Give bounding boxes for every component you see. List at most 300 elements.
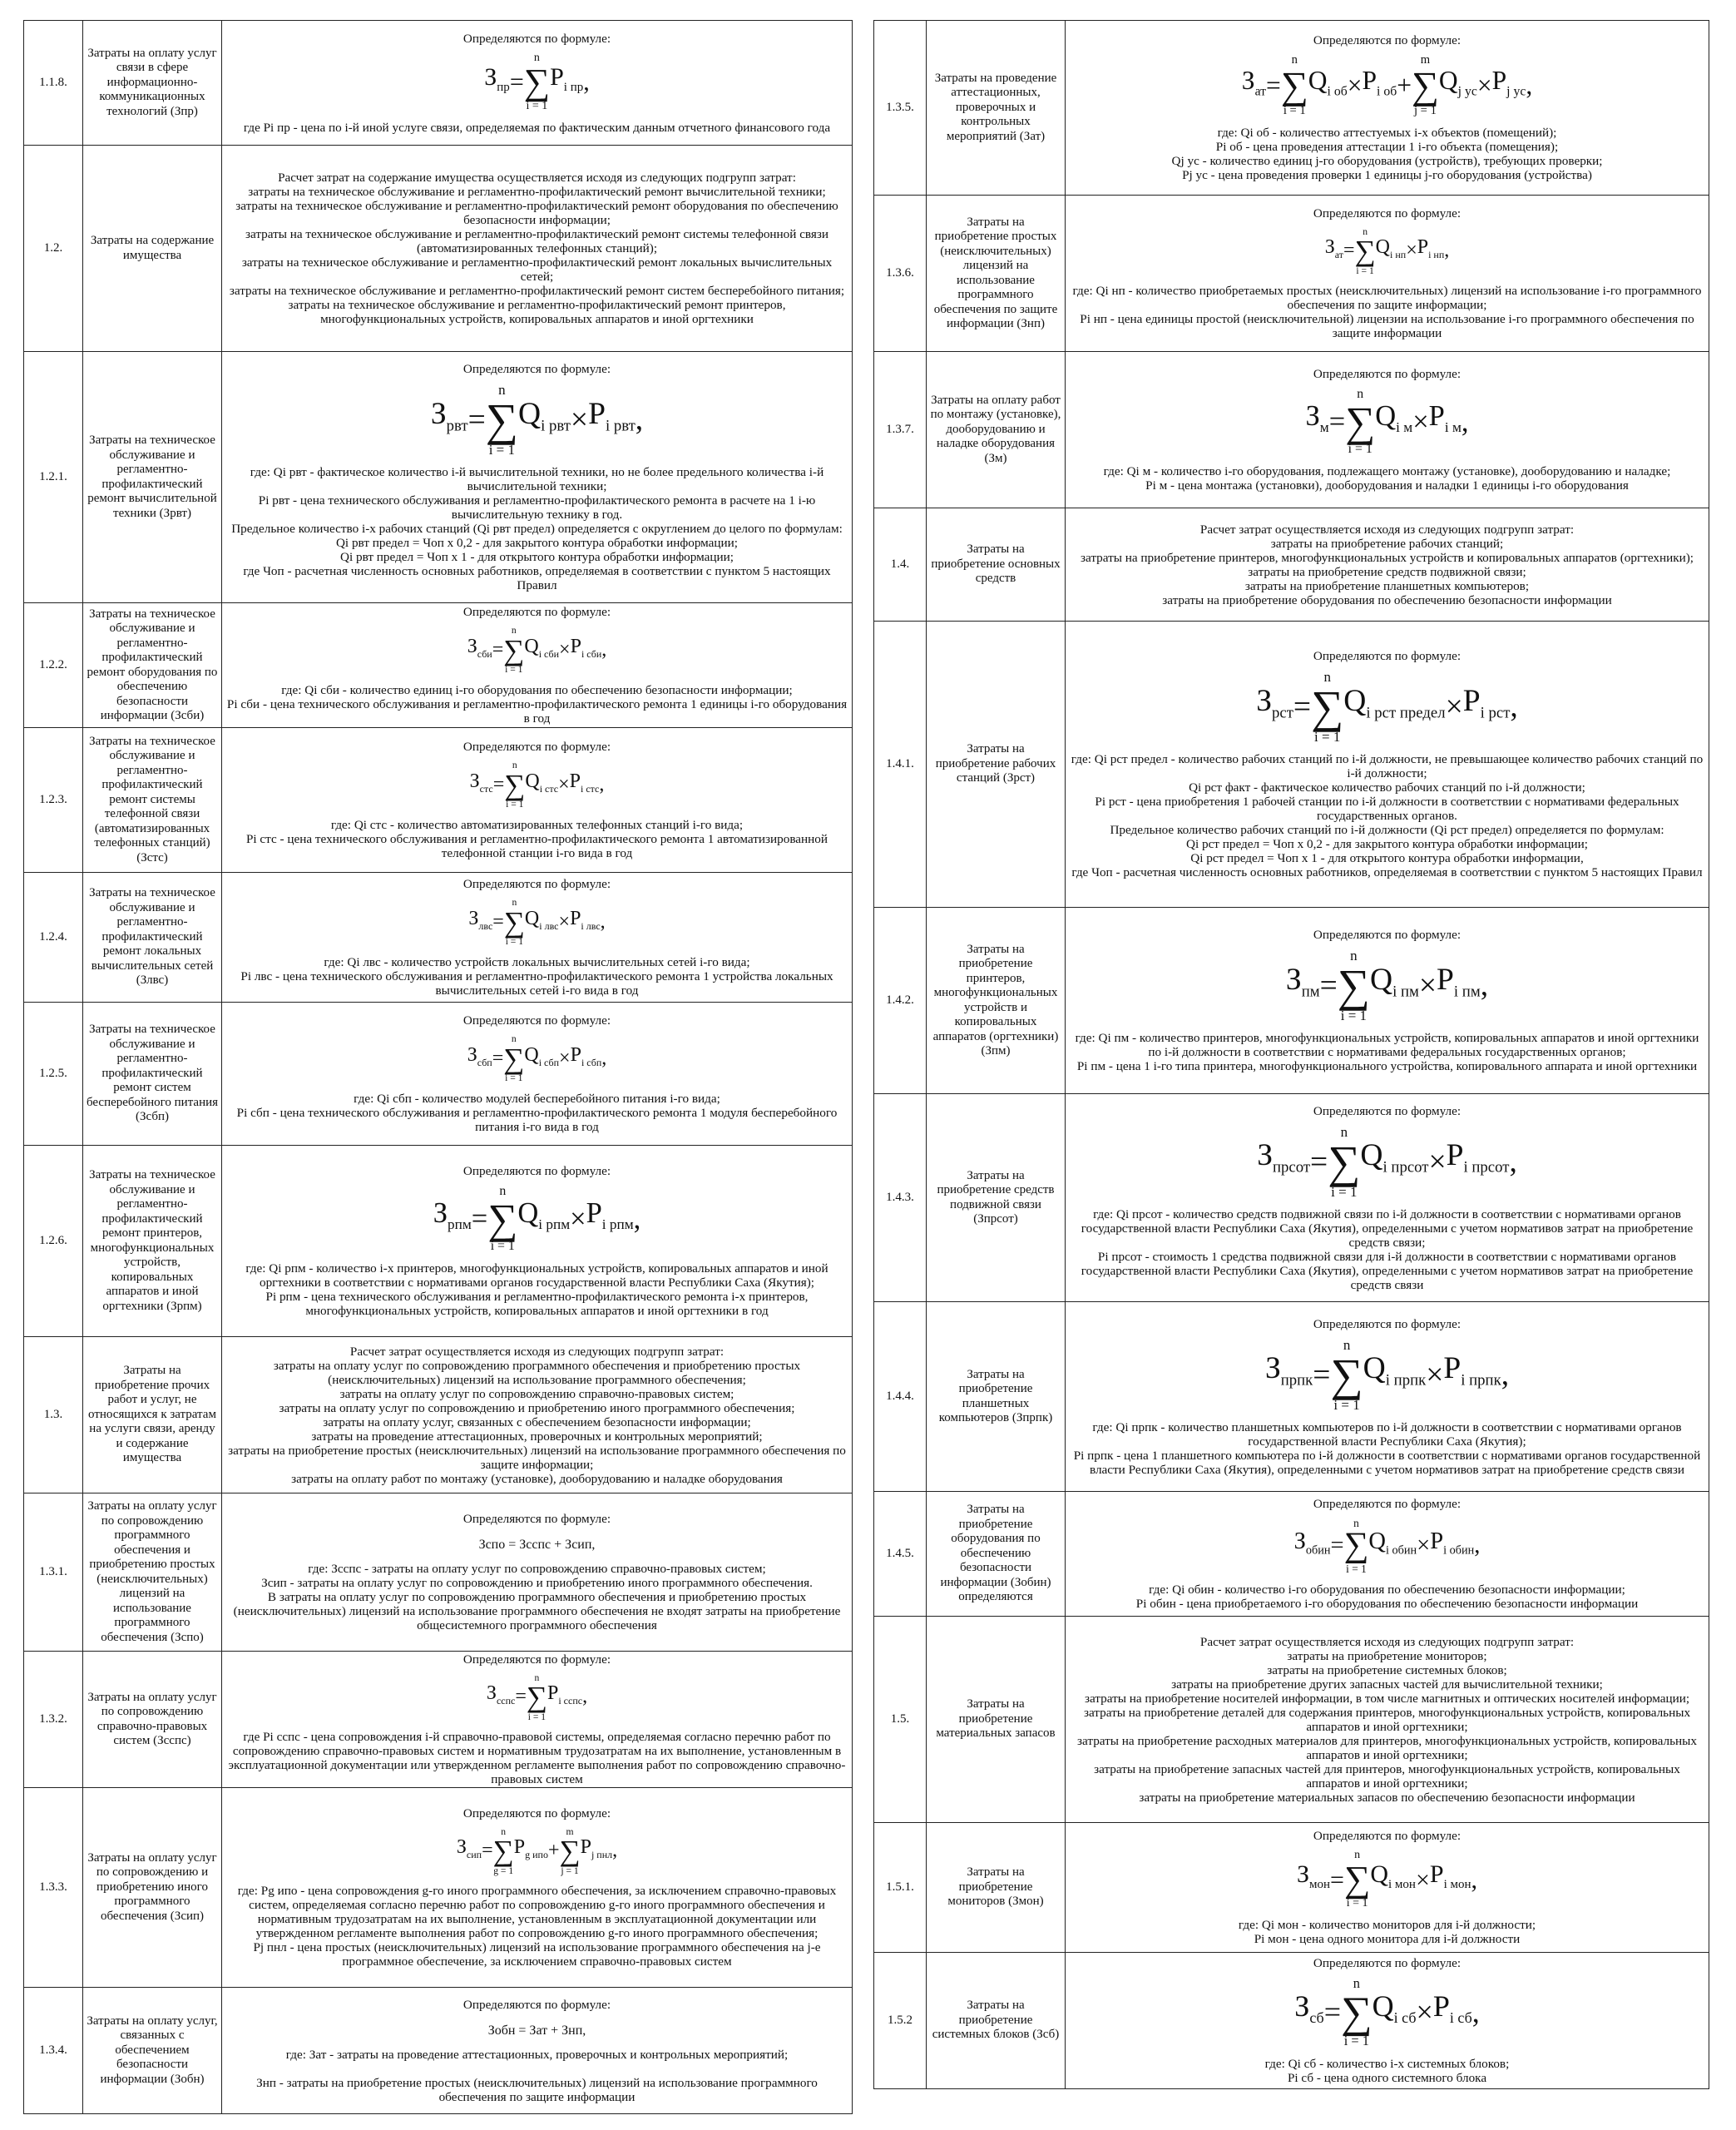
formula-symbol: $З_{рст}$ — [1256, 683, 1293, 722]
formula — [1069, 381, 1705, 464]
description-line: Знп - затраты на приобретение простых (неисключительных) лицензий на использование программного обеспечения по защите информации — [256, 2075, 818, 2104]
sigma-icon: ∑ — [487, 1195, 518, 1242]
formula-symbol: $P_{i сб}$ — [1432, 1989, 1472, 2027]
formula-subscript: пр — [497, 80, 510, 94]
formula — [225, 754, 848, 817]
times-sign: × — [558, 773, 570, 795]
description-line: где: Qi мон - количество мониторов для i-й должности; — [1238, 1918, 1536, 1932]
sigma-icon: ∑ — [503, 1042, 525, 1075]
cost-item-name-text: Затраты на приобретение оборудования по обеспечению безопасности информации (Зобин) определяются — [940, 1503, 1051, 1604]
table-row — [24, 603, 853, 728]
row-number — [24, 1788, 83, 1988]
formula-tail: , — [1510, 690, 1518, 724]
table-row — [24, 1146, 853, 1337]
sum-upper-limit: m — [1420, 53, 1431, 67]
row-number-text: 1.2.3. — [39, 793, 67, 806]
formula-subscript: i сб — [1393, 2009, 1417, 2027]
cost-item-name-text: Затраты на техническое обслуживание и регламентно-профилактический ремонт системы телефонной связи (автоматизированных телефонных станций) (Зстс) — [89, 734, 215, 864]
equals-sign: = — [1328, 405, 1346, 438]
sum-lower-limit: i = 1 — [1340, 1008, 1368, 1023]
description-line: Pi прпк - цена 1 планшетного компьютера по i-й должности в соответствии с нормативами органов государственной власти Республики Саха (Якутия), определенными с учетом нормативов затрат на приобретение средств связи — [1073, 1448, 1701, 1477]
formula-symbol: $P_{i м}$ — [1428, 400, 1462, 435]
description-line: затраты на приобретение других запасных частей для вычислительной техники; — [1171, 1677, 1603, 1692]
formula-symbol: $З_{пр}$ — [484, 62, 510, 94]
equals-sign: = — [1330, 1533, 1344, 1559]
formula-tail: , — [1444, 240, 1450, 262]
sum-block — [527, 1673, 547, 1721]
formula-symbol: $Q_{i рвт}$ — [517, 396, 571, 435]
sum-block — [1341, 1977, 1372, 2048]
equals-sign: = — [492, 1047, 504, 1069]
formula — [1069, 663, 1705, 752]
formula-symbol: $З_{прсот}$ — [1257, 1138, 1311, 1176]
formula-heading: Определяются по формуле: — [1313, 33, 1462, 48]
cost-item-name-text: Затраты на приобретение основных средств — [931, 542, 1061, 586]
formula-symbol: $P_{j пнл}$ — [580, 1836, 613, 1860]
formula-heading: Определяются по формуле: — [462, 740, 611, 755]
row-number — [24, 1003, 83, 1146]
cost-item-name — [927, 352, 1066, 508]
table-row — [874, 21, 1709, 196]
row-number-text: 1.4.5. — [886, 1547, 914, 1560]
formula-symbol: $З_{лвс}$ — [468, 907, 493, 932]
cost-item-name-text: Затраты на техническое обслуживание и регламентно-профилактический ремонт оборудования по обеспечению безопасности информации (Зсби) — [87, 607, 218, 722]
row-number — [24, 873, 83, 1003]
description-line: где: Qi нп - количество приобретаемых простых (неисключительных) лицензий на использование i-го программного обеспечения по защите информации; — [1072, 284, 1702, 313]
formula-tail: , — [633, 1202, 641, 1235]
sigma-icon: ∑ — [526, 1681, 547, 1714]
formula-heading: Определяются по формуле: — [462, 1652, 611, 1667]
formula-subscript: i рпм — [538, 1216, 571, 1232]
sigma-icon: ∑ — [503, 905, 525, 939]
row-number — [874, 21, 927, 196]
description-line: Зсип - затраты на оплату услуг по сопровождению и приобретению иного программного обеспечения. — [261, 1576, 813, 1590]
description-line: Расчет затрат осуществляется исходя из следующих подгрупп затрат: — [349, 1344, 725, 1359]
description-line: где: Qi рвт - фактическое количество i-й вычислительной техники, но не более предельного количества i-й вычислительной техники; — [250, 465, 824, 493]
formula-symbol: $З_м$ — [1305, 400, 1329, 435]
formula-subscript: сип — [466, 1848, 482, 1860]
cost-item-name-text: Затраты на приобретение мониторов (Змон) — [947, 1865, 1044, 1909]
description-line: где: Qi м - количество i-го оборудования, подлежащего монтажу (установке), дооборудованию и наладке; — [1103, 464, 1671, 479]
formula-symbol: $З_{сспс}$ — [486, 1682, 516, 1706]
formula — [225, 376, 848, 465]
formula-symbol: $P_{i сби}$ — [570, 635, 602, 660]
formula-subscript: i стс — [580, 782, 600, 795]
description-line: Расчет затрат на содержание имущества осуществляется исходя из следующих подгрупп затрат: — [278, 171, 796, 185]
calculation-cell — [1066, 508, 1709, 622]
sum-block — [1330, 1338, 1363, 1412]
table-row — [24, 352, 853, 603]
formula-symbol: $З_{мон}$ — [1296, 1860, 1331, 1891]
cost-item-name-text: Затраты на приобретение принтеров, многофункциональных устройств и копировальных аппаратов (оргтехники) (Зпм) — [932, 942, 1059, 1058]
row-number-text: 1.2.4. — [39, 930, 67, 944]
formula-symbol: $З_{рвт}$ — [430, 396, 468, 435]
formula-subscript: пм — [1301, 983, 1320, 1001]
cost-item-name-text: Затраты на оплату услуг по сопровождению программного обеспечения и приобретению простых (неисключительных) лицензий на использование программного обеспечения (Зспо) — [87, 1499, 217, 1644]
sum-block — [1328, 1125, 1360, 1199]
formula — [225, 1820, 848, 1884]
cost-item-name — [927, 1492, 1066, 1617]
formula-symbol: $З_{стс}$ — [469, 770, 493, 795]
sum-upper-limit: n — [1323, 669, 1331, 685]
description-line: затраты на техническое обслуживание и регламентно-профилактический ремонт оборудования по обеспечению безопасности информации; — [235, 199, 838, 227]
description-line: затраты на приобретение носителей информации, в том числе магнитных и оптических носителей информации; — [1084, 1691, 1690, 1706]
calculation-cell — [1066, 622, 1709, 908]
left-table-column — [23, 20, 853, 2114]
times-sign: × — [558, 910, 571, 933]
formula-subscript: сбп — [477, 1056, 492, 1068]
formula-symbol: $Q_{j ус}$ — [1438, 65, 1477, 99]
calculation-cell — [222, 146, 853, 352]
sum-upper-limit: n — [1350, 948, 1358, 963]
formula-subscript: i м — [1396, 419, 1413, 435]
cost-item-name-text: Затраты на техническое обслуживание и регламентно-профилактический ремонт систем бесперебойного питания (Зсбп) — [86, 1023, 219, 1124]
row-number-text: 1.2.1. — [39, 470, 67, 483]
formula-subscript: i об — [1377, 84, 1397, 99]
description-line: Qi рст предел = Чоп x 1 - для открытого контура обработки информации, — [1190, 851, 1584, 865]
sum-lower-limit: i = 1 — [506, 799, 524, 810]
row-number — [874, 908, 927, 1094]
calculation-cell — [1066, 1492, 1709, 1617]
formula-heading: Определяются по формуле: — [462, 605, 611, 620]
sum-block — [1311, 670, 1343, 744]
description-line: затраты на приобретение мониторов; — [1287, 1648, 1487, 1663]
row-number — [24, 1493, 83, 1652]
formula-tail: , — [1474, 1533, 1481, 1559]
table-row — [24, 1337, 853, 1493]
sigma-icon: ∑ — [1328, 1136, 1361, 1187]
plain-formula: Зобн = Зат + Знп, — [487, 2023, 586, 2038]
description-line: где Pi сспс - цена сопровождения i-й справочно-правовой системы, определяемая согласно перечню работ по сопровождению справочно-правовых систем и нормативным трудозатратам на их выполнение, установленным в эксплуатационной документации или утвержденном регламенте выполнения работ по сопровождению справочно-правовых систем — [228, 1730, 846, 1787]
formula-symbol: $P_{i об}$ — [1362, 65, 1397, 99]
sigma-icon: ∑ — [523, 61, 551, 102]
formula — [225, 1178, 848, 1261]
times-sign: × — [1417, 1533, 1431, 1559]
sum-lower-limit: i = 1 — [505, 936, 524, 948]
formula — [1069, 220, 1705, 284]
sum-block — [503, 626, 524, 674]
sigma-icon: ∑ — [1311, 681, 1344, 732]
formula-tail: , — [599, 773, 605, 795]
formula-heading: Определяются по формуле: — [1313, 1496, 1462, 1511]
row-number-text: 1.4. — [890, 557, 910, 571]
formula-symbol: $P_{i пм}$ — [1437, 962, 1481, 1001]
description-line: где: Qi обин - количество i-го оборудования по обеспечению безопасности информации; — [1149, 1583, 1625, 1598]
formula — [1069, 47, 1705, 125]
cost-item-name — [927, 196, 1066, 352]
row-number — [874, 196, 927, 352]
description-line: Расчет затрат осуществляется исходя из следующих подгрупп затрат: — [1199, 522, 1575, 537]
sigma-icon: ∑ — [492, 1835, 514, 1868]
formula-symbol: $Q_{i мон}$ — [1370, 1860, 1416, 1891]
description-line: Pi рвт - цена технического обслуживания и регламентно-профилактического ремонта в расчете на 1 i-ю вычислительную технику в год. — [258, 493, 816, 522]
description-line: Qi рст факт - фактическое количество рабочих станций по i-й должности; — [1189, 780, 1585, 795]
cost-item-name-text: Затраты на оплату услуг связи в сфере информационно-коммуникационных технологий (Зпр) — [87, 46, 217, 118]
description-line: где: Qi сб - количество i-х системных блоков; — [1264, 2056, 1510, 2071]
cost-item-name-text: Затраты на приобретение системных блоков (Зсб) — [932, 1999, 1060, 2042]
formula-subscript: обин — [1305, 1543, 1331, 1558]
sum-block — [1344, 1518, 1369, 1575]
sigma-icon: ∑ — [1330, 1349, 1363, 1400]
equals-sign: = — [482, 1840, 493, 1862]
cost-item-name — [927, 508, 1066, 622]
formula-symbol: $Q_{i сб}$ — [1372, 1989, 1417, 2027]
formula-heading: Определяются по формуле: — [462, 1163, 611, 1178]
sigma-icon: ∑ — [485, 394, 518, 445]
calculation-cell — [222, 728, 853, 873]
cost-item-name — [83, 21, 222, 146]
description-line: Pi стс - цена технического обслуживания и регламентно-профилактического ремонта 1 автоматизированной телефонной станции i-го вида в год — [245, 831, 828, 860]
sum-block — [1338, 949, 1370, 1023]
row-number-text: 1.5.2 — [888, 2014, 913, 2027]
formula-heading: Определяются по формуле: — [462, 877, 611, 892]
cost-item-name — [83, 146, 222, 352]
calculation-cell — [222, 1003, 853, 1146]
description-line: Pi пм - цена 1 i-го типа принтера, многофункционального устройства, копировального аппарата и иной оргтехники — [1076, 1059, 1698, 1073]
formula-symbol: $Q_{i рпм}$ — [517, 1197, 571, 1232]
times-sign: × — [1426, 1357, 1444, 1392]
description-line: где Pi пр - цена по i-й иной услуге связи, определяемая по фактическим данным отчетного финансового года — [243, 120, 831, 135]
description-line: где: Qi прсот - количество средств подвижной связи по i-й должности в соответствии с нормативами органов государственной власти Республики Саха (Якутия), определенными с учетом нормативов затрат на приобретение средств связи; — [1081, 1206, 1694, 1250]
sum-lower-limit: i = 1 — [1333, 1396, 1360, 1413]
formula-subscript: лвс — [478, 919, 493, 932]
formula-symbol: $З_{ат}$ — [1324, 236, 1344, 260]
formula-symbol: $З_{сип}$ — [456, 1836, 482, 1860]
times-sign: × — [1476, 71, 1492, 101]
formula-symbol: $P_{i обин}$ — [1430, 1528, 1475, 1558]
description-line: затраты на приобретение рабочих станций; — [1270, 536, 1504, 551]
formula-subscript: сби — [477, 647, 492, 660]
cost-item-name-text: Затраты на приобретение средств подвижной связи (Зпрсот) — [937, 1168, 1055, 1226]
row-number — [24, 1988, 83, 2114]
description-line: затраты на оплату услуг по сопровождению программного обеспечения и приобретению простых (неисключительных) лицензий на использование программного обеспечения; — [273, 1358, 801, 1387]
cost-table-right — [873, 20, 1709, 2089]
formula-heading: Определяются по формуле: — [1313, 206, 1462, 220]
formula-symbol: $P_{i рст}$ — [1462, 683, 1511, 722]
table-row — [24, 146, 853, 352]
formula-subscript: i пм — [1392, 983, 1419, 1001]
cost-item-name — [83, 1988, 222, 2114]
formula-symbol: $P_{i рвт}$ — [588, 396, 636, 435]
formula-symbol: $З_{ат}$ — [1241, 65, 1267, 99]
formula-subscript: i прпк — [1385, 1371, 1427, 1389]
description-line: Qi рвт предел = Чоп x 0,2 - для закрытого контура обработки информации; — [335, 536, 739, 550]
times-sign: × — [1415, 1865, 1430, 1894]
row-number — [874, 622, 927, 908]
times-sign: × — [570, 403, 589, 437]
formula-tail: , — [1526, 71, 1533, 101]
sigma-icon: ∑ — [1337, 960, 1370, 1011]
formula-subscript: рпм — [447, 1216, 472, 1232]
sum-upper-limit: n — [534, 1672, 540, 1683]
row-number-text: 1.4.3. — [886, 1191, 914, 1204]
table-row — [874, 1617, 1709, 1823]
formula-symbol: $Q_{i прсот}$ — [1360, 1138, 1429, 1176]
sum-upper-limit: n — [498, 382, 506, 398]
sum-upper-limit: n — [1353, 1975, 1360, 1992]
table-row — [24, 873, 853, 1003]
formula-tail: , — [612, 1840, 618, 1862]
row-number — [24, 352, 83, 603]
formula-symbol: $Q_{i сби}$ — [524, 635, 560, 660]
description-line: затраты на техническое обслуживание и регламентно-профилактический ремонт системы телефонной связи (автоматизированных телефонных станций); — [245, 227, 829, 255]
sum-upper-limit: n — [1340, 1123, 1348, 1140]
table-row — [24, 1988, 853, 2114]
formula-symbol: $З_{обин}$ — [1293, 1528, 1331, 1558]
formula-subscript: i лвс — [539, 919, 559, 932]
formula-subscript: i рст — [1480, 704, 1511, 722]
description-line: Pi сби - цена технического обслуживания и регламентно-профилактического ремонта 1 единицы i-го оборудования в год — [226, 696, 848, 726]
sigma-icon: ∑ — [1343, 1859, 1371, 1900]
description-line: где: Qi об - количество аттестуемых i-х объектов (помещений); — [1217, 125, 1557, 140]
calculation-cell — [222, 1337, 853, 1493]
cost-item-name — [927, 1094, 1066, 1302]
equals-sign: = — [1293, 690, 1312, 724]
row-number-text: 1.3.3. — [39, 1880, 67, 1894]
sum-block — [1345, 388, 1375, 456]
row-number-text: 1.3.5. — [886, 101, 914, 114]
equals-sign: = — [1323, 1995, 1341, 2029]
formula-symbol: $P_{i рпм}$ — [586, 1197, 634, 1232]
formula-heading: Определяются по формуле: — [1313, 1829, 1462, 1843]
formula-heading: Определяются по формуле: — [462, 1013, 611, 1028]
formula — [225, 1667, 848, 1730]
formula-subscript: i рвт — [605, 417, 636, 435]
cost-item-name — [83, 1788, 222, 1988]
formula-symbol: $Q_{i м}$ — [1375, 400, 1413, 435]
sum-block — [1355, 227, 1376, 275]
description-line: где: Зат - затраты на проведение аттестационных, проверочных и контрольных мероприятий; — [285, 2047, 789, 2062]
row-number — [874, 1492, 927, 1617]
formula — [225, 619, 848, 682]
table-row — [874, 196, 1709, 352]
formula-subscript: i сбп — [581, 1056, 602, 1068]
formula-tail: , — [601, 638, 607, 661]
description-line: затраты на приобретение системных блоков; — [1267, 1662, 1507, 1677]
description-line: затраты на оплату услуг, связанных с обеспечением безопасности информации; — [323, 1414, 751, 1429]
sum-lower-limit: i = 1 — [505, 1072, 523, 1084]
formula-symbol: $P_{i прпк}$ — [1443, 1351, 1501, 1389]
table-row — [874, 1094, 1709, 1302]
description-line: Предельное количество рабочих станций по i-й должности (Qi рст предел) определяется по формулам: — [1110, 823, 1664, 837]
row-number-text: 1.2.2. — [39, 658, 67, 671]
formula-subscript: рст — [1272, 704, 1293, 722]
sum-upper-limit: n — [1291, 53, 1298, 67]
equals-sign: = — [509, 68, 524, 96]
description-line: Pi об - цена проведения аттестации 1 i-го объекта (помещения); — [1215, 139, 1559, 154]
calculation-cell — [222, 1146, 853, 1337]
cost-item-name — [83, 728, 222, 873]
formula-symbol: $Q_{i пм}$ — [1370, 962, 1419, 1001]
calculation-cell — [222, 352, 853, 603]
plus-sign: + — [1397, 71, 1412, 101]
formula-tail: , — [1471, 1865, 1477, 1894]
description-line: Pj пнл - цена простых (неисключительных) лицензий на использование программного обеспечения на j-е программное обеспечение, за исключением справочно-правовых систем — [253, 1940, 821, 1969]
times-sign: × — [1428, 1144, 1447, 1179]
table-row — [874, 1302, 1709, 1492]
table-row — [874, 908, 1709, 1094]
formula-subscript: j пнл — [591, 1848, 613, 1860]
table-row — [874, 1953, 1709, 2089]
sum-block — [503, 1034, 524, 1082]
table-row — [24, 1493, 853, 1652]
sigma-icon: ∑ — [1354, 235, 1376, 268]
formula — [1069, 1843, 1705, 1918]
cost-table-left — [23, 20, 853, 2114]
row-number — [874, 1302, 927, 1492]
description-line: Предельное количество i-х рабочих станций (Qi рвт предел) определяется с округлением до целого по формулам: — [231, 522, 843, 536]
times-sign: × — [1418, 968, 1437, 1003]
formula-symbol: $Q_{i рст предел}$ — [1343, 683, 1446, 722]
equals-sign: = — [1343, 240, 1355, 262]
row-number — [24, 603, 83, 728]
formula-symbol: $P_{i прсот}$ — [1446, 1138, 1510, 1176]
description-line: затраты на приобретение оборудования по обеспечению безопасности информации — [1162, 592, 1612, 607]
formula-tail: , — [1461, 405, 1469, 438]
formula-heading: Определяются по формуле: — [1313, 1103, 1462, 1118]
formula-tail: , — [1480, 968, 1489, 1003]
description-line: Pi лвс - цена технического обслуживания и регламентно-профилактического ремонта 1 устройства локальных вычислительных сетей i-го вида в год — [240, 968, 833, 998]
sigma-icon: ∑ — [1345, 398, 1376, 445]
sum-lower-limit: i = 1 — [1331, 1183, 1358, 1200]
equals-sign: = — [1310, 1144, 1328, 1179]
formula-subscript: мон — [1309, 1878, 1331, 1891]
formula-subscript: i прсот — [1463, 1158, 1510, 1176]
table-row — [874, 622, 1709, 908]
formula-symbol: $З_{прпк}$ — [1264, 1351, 1313, 1389]
cost-item-name — [83, 873, 222, 1003]
row-number-text: 1.3.1. — [39, 1565, 67, 1578]
formula — [1069, 1970, 1705, 2057]
cost-item-name — [83, 1146, 222, 1337]
times-sign: × — [559, 638, 571, 661]
description-line: затраты на техническое обслуживание и регламентно-профилактический ремонт локальных вычислительных сетей; — [241, 255, 833, 284]
description-line: Pi м - цена монтажа (установки), дооборудования и наладки 1 единицы i-го оборудования — [1145, 478, 1629, 493]
times-sign: × — [1445, 690, 1463, 724]
formula-subscript: i сби — [581, 647, 602, 660]
formula-tail: , — [600, 910, 606, 933]
formula-symbol: $Q_{i об}$ — [1308, 65, 1348, 99]
row-number — [874, 1617, 927, 1823]
row-number — [874, 508, 927, 622]
description-line: затраты на приобретение планшетных компьютеров; — [1244, 578, 1530, 593]
cost-item-name-text: Затраты на оплату услуг по сопровождению и приобретению иного программного обеспечения (Зсип) — [87, 1850, 217, 1923]
description-line: В затраты на оплату услуг по сопровождению программного обеспечения и приобретению простых (неисключительных) лицензий на использование программного обеспечения не входят затраты на приобретение общесистемного программного обеспечения — [233, 1590, 841, 1632]
row-number-text: 1.4.1. — [886, 757, 914, 770]
sum-lower-limit: i = 1 — [1346, 1562, 1367, 1575]
cost-item-name-text: Затраты на оплату услуг, связанных с обеспечением безопасности информации (Зобн) — [87, 2014, 218, 2086]
cost-item-name — [83, 352, 222, 603]
row-number — [874, 352, 927, 508]
formula-subscript: i прсот — [1382, 1158, 1429, 1176]
sum-block — [504, 760, 525, 809]
cost-item-name-text: Затраты на содержание имущества — [90, 234, 215, 262]
calculation-cell — [1066, 21, 1709, 196]
row-number-text: 1.1.8. — [39, 76, 67, 89]
cost-item-name — [927, 1617, 1066, 1823]
formula-subscript: стс — [479, 782, 493, 795]
sum-upper-limit: n — [1363, 225, 1368, 237]
formula-subscript: i рвт — [541, 417, 571, 435]
formula-tail: , — [635, 403, 644, 437]
formula-tail: , — [601, 1047, 607, 1069]
formula-subscript: i стс — [539, 782, 559, 795]
sum-lower-limit: i = 1 — [1356, 265, 1374, 276]
sum-lower-limit: j = 1 — [1413, 104, 1437, 118]
sum-block — [1344, 1850, 1370, 1910]
description-line: затраты на приобретение принтеров, многофункциональных устройств и копировальных аппаратов (оргтехники); — [1080, 550, 1694, 565]
formula-symbol: $P_{i стс}$ — [569, 770, 600, 795]
